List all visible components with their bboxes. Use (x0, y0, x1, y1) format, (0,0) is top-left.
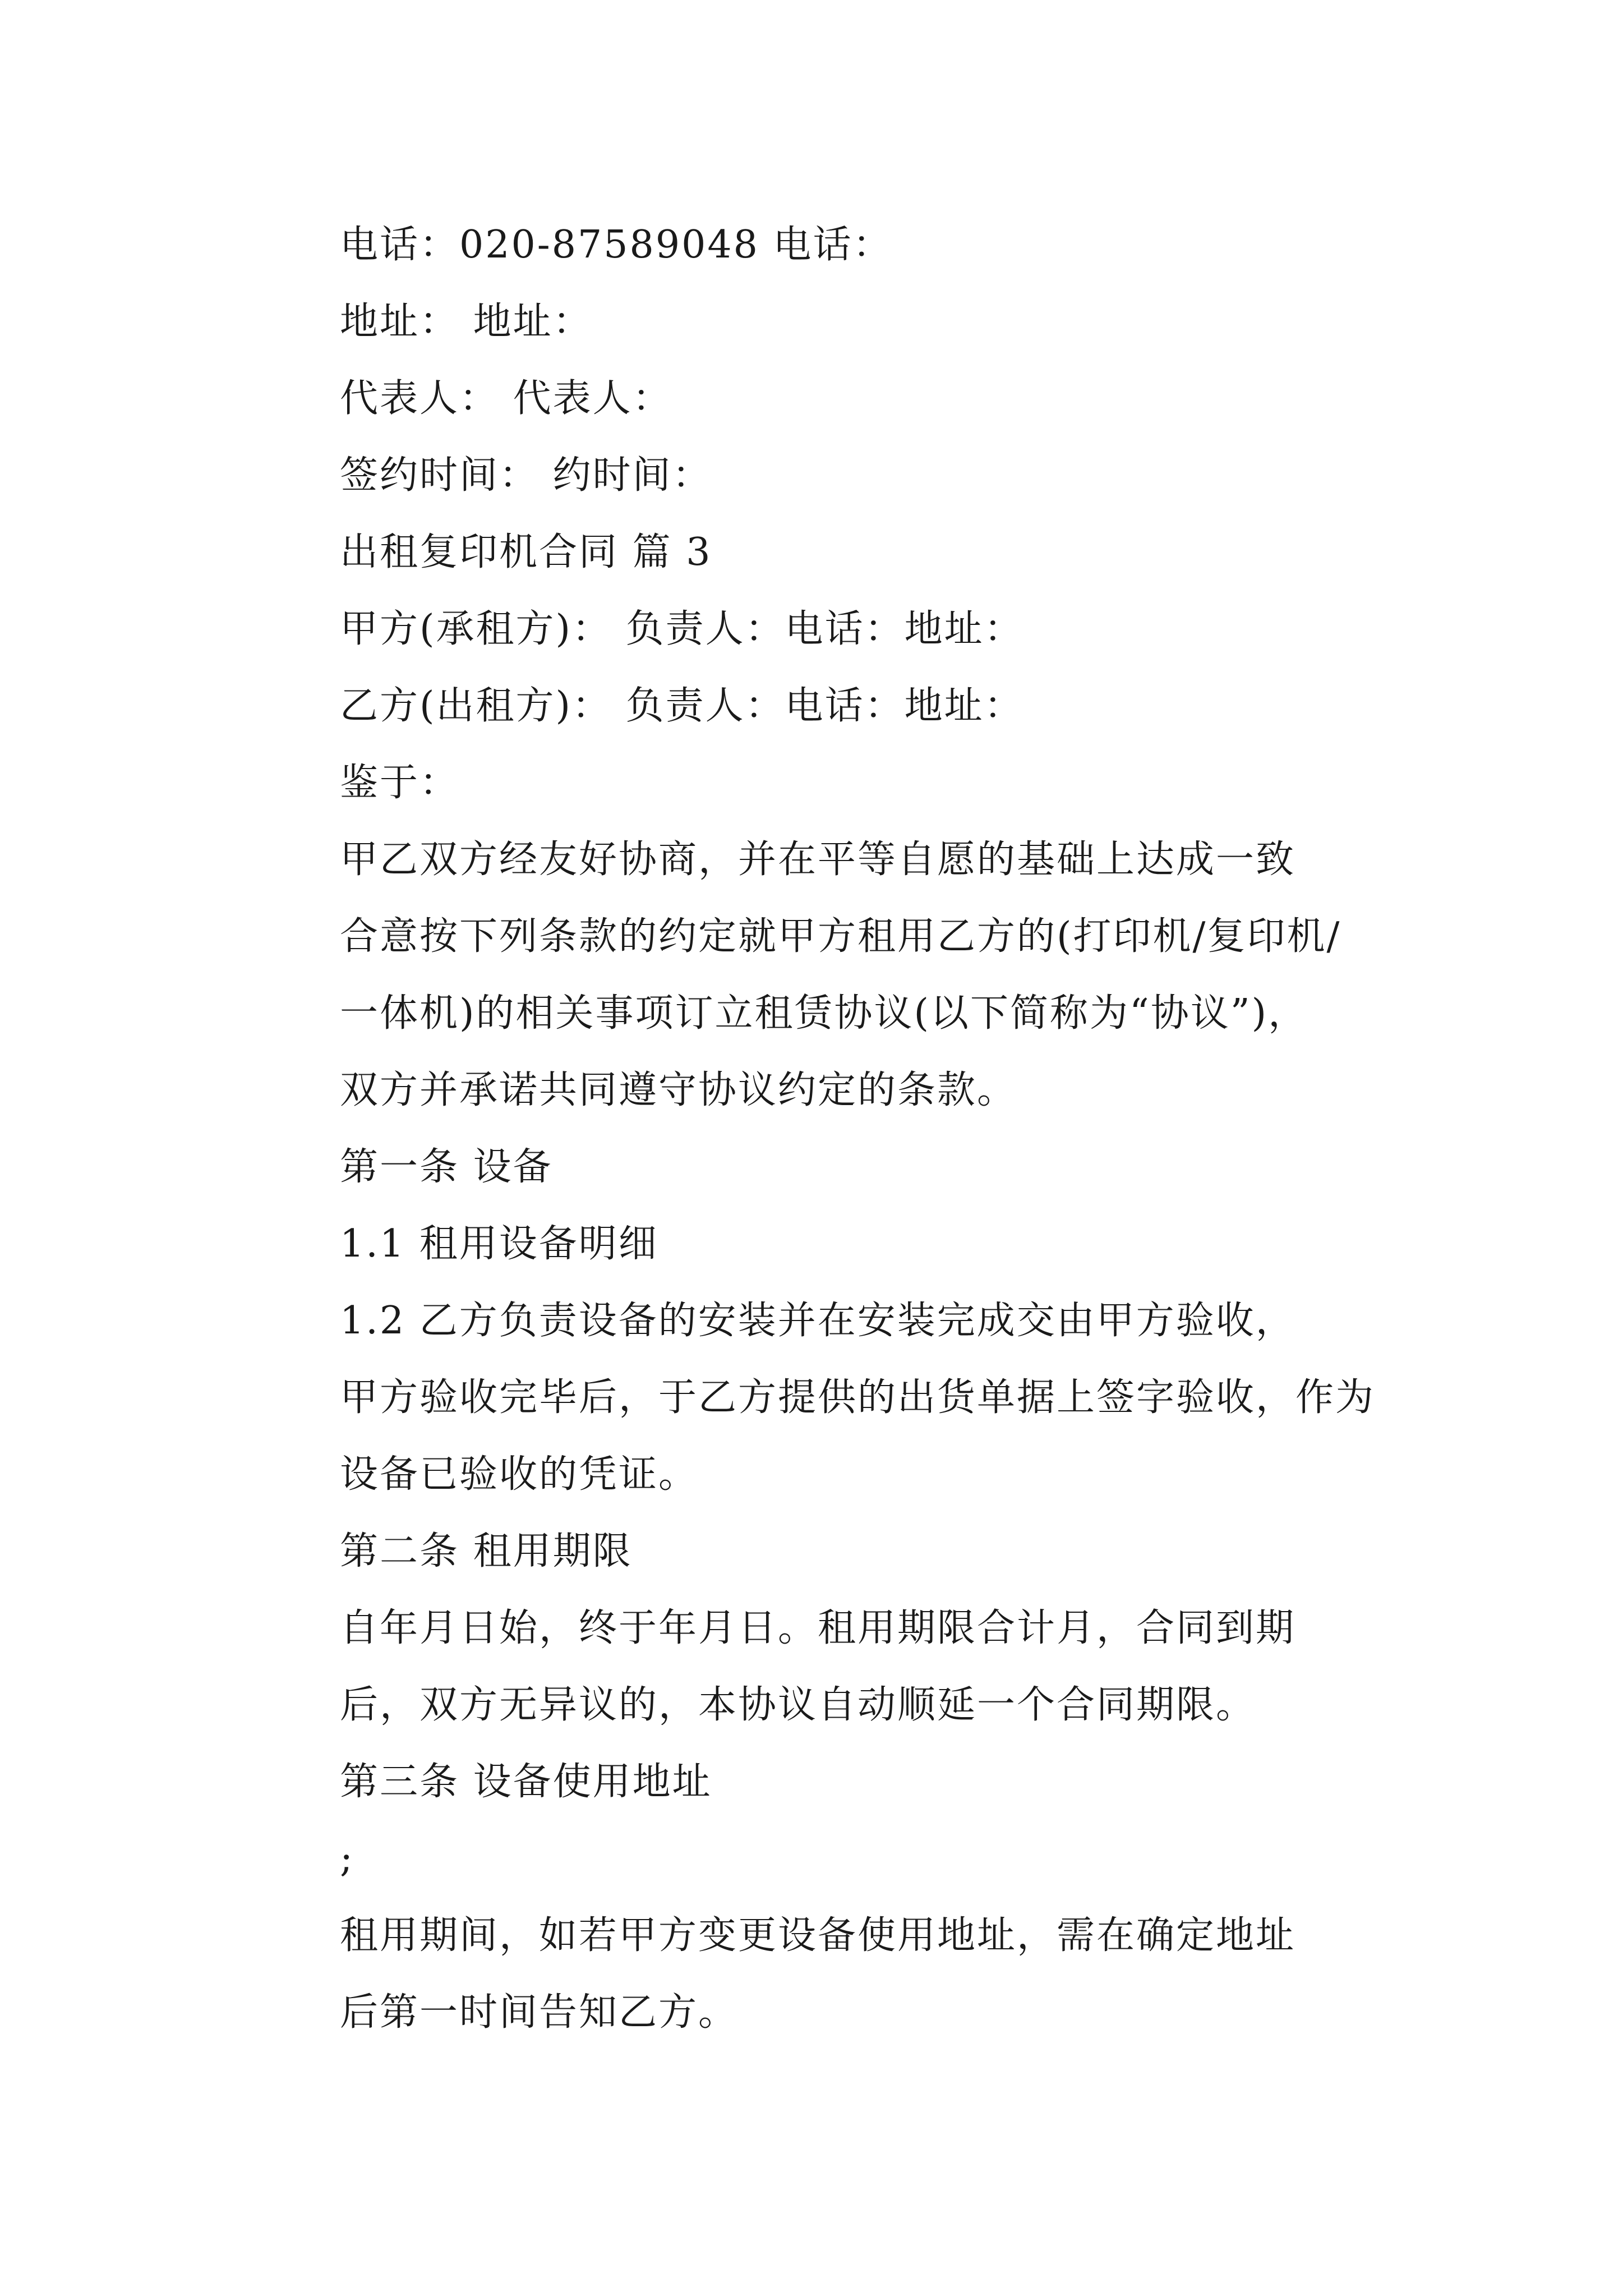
paragraph-signing-time (251, 437, 1384, 514)
text-line: 第一条 设备 (340, 1145, 553, 1189)
text-line: 双方并承诺共同遵守协议约定的条款。 (340, 1068, 1017, 1112)
paragraph-article-2-title (251, 1513, 1384, 1590)
paragraph-article-2-body (251, 1590, 1384, 1743)
text-line: 出租复印机合同 篇 3 (340, 530, 712, 574)
paragraph-whereas (251, 744, 1384, 821)
paragraph-article-3-body (251, 1897, 1384, 2051)
text-line: 甲方验收完毕后，于乙方提供的出货单据上签字验收，作为 (340, 1375, 1376, 1420)
text-line: 乙方(出租方)： 负责人：电话：地址： (340, 684, 1024, 728)
paragraph-contact-address (251, 283, 1384, 360)
text-line: 后第一时间告知乙方。 (340, 1990, 739, 2035)
text-line: 1.2 乙方负责设备的安装并在安装完成交由甲方验收， (340, 1299, 1295, 1343)
paragraph-representative (251, 360, 1384, 437)
paragraph-party-a (251, 591, 1384, 668)
text-line: 鉴于： (340, 761, 460, 805)
text-line: 电话：020-87589048 电话： (340, 223, 893, 267)
paragraph-article-1-title (251, 1129, 1384, 1205)
paragraph-preamble (251, 821, 1384, 1129)
text-line: 第二条 租用期限 (340, 1529, 633, 1573)
text-line: 合意按下列条款的约定就甲方租用乙方的(打印机/复印机/ (340, 914, 1341, 959)
text-line: 后，双方无异议的，本协议自动顺延一个合同期限。 (340, 1683, 1256, 1727)
paragraph-party-b (251, 668, 1384, 744)
text-line: 地址： 地址： (340, 300, 593, 344)
paragraph-article-3-semicolon (251, 1820, 1384, 1897)
text-line: 甲乙双方经友好协商，并在平等自愿的基础上达成一致 (340, 838, 1296, 882)
text-line: ; (340, 1837, 354, 1881)
paragraph-contact-phone (251, 206, 1384, 283)
text-line: 租用期间，如若甲方变更设备使用地址，需在确定地址 (340, 1913, 1296, 1958)
text-line: 自年月日始，终于年月日。租用期限合计月，合同到期 (340, 1606, 1296, 1650)
paragraph-article-3-title (251, 1743, 1384, 1820)
text-line: 一体机)的相关事项订立租赁协议(以下简称为“协议”)， (340, 991, 1308, 1036)
paragraph-article-1-1 (251, 1205, 1384, 1282)
paragraph-contract-title (251, 514, 1384, 591)
text-line: 甲方(承租方)： 负责人：电话：地址： (340, 607, 1024, 651)
text-line: 设备已验收的凭证。 (340, 1452, 699, 1497)
paragraph-article-1-2 (251, 1282, 1384, 1513)
text-line: 签约时间： 约时间： (340, 453, 712, 498)
text-line: 代表人： 代表人： (340, 376, 672, 421)
text-line: 1.1 租用设备明细 (340, 1222, 658, 1266)
text-line: 第三条 设备使用地址 (340, 1760, 712, 1804)
document-body (251, 206, 1384, 2051)
